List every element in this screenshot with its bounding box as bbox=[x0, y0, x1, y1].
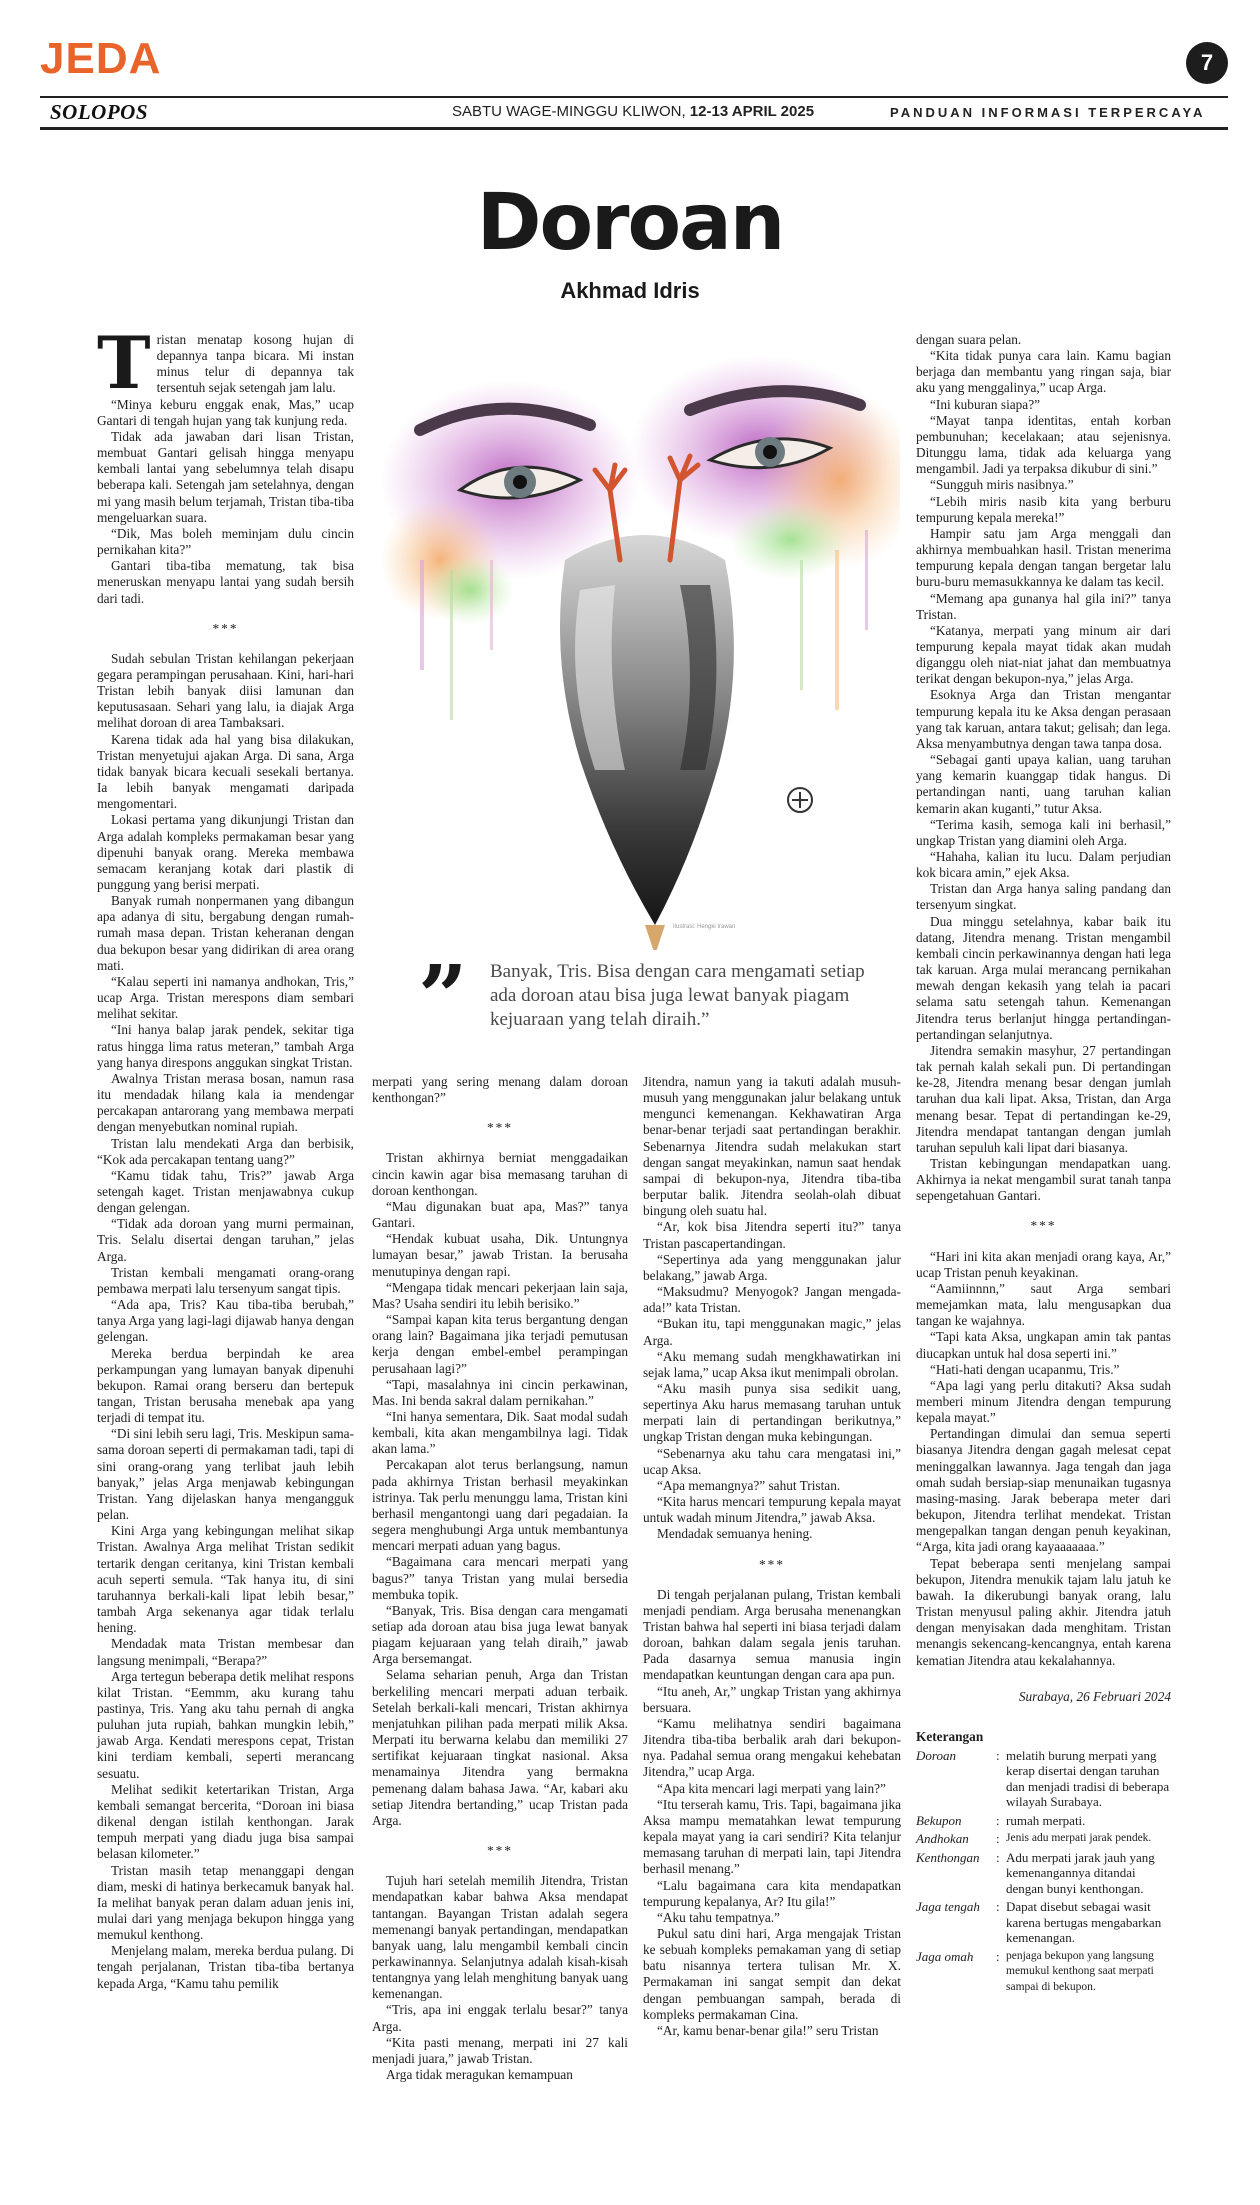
paragraph: “Tapi, masalahnya ini cincin perkawinan, Mas. Ini benda sakral dalam pernikahan.” bbox=[372, 1376, 628, 1408]
paragraph: Menjelang malam, mereka berdua pulang. Di tengah perjalanan, Tristan tiba-tiba bertanya kepada Arga, “Kamu tahu pemilik bbox=[97, 1943, 354, 1991]
glossary-row: Bekupon : rumah merpati. bbox=[916, 1813, 1171, 1829]
quote-mark-icon: ” bbox=[418, 947, 468, 1048]
paragraph bbox=[97, 320, 354, 405]
paragraph: Tidak ada jawaban dari lisan Tristan, membuat Gantari gelisah hingga menyapu kembali lantai yang sebelumnya telah disapu beberapa kali. Setengah jam setelahnya, dengan mi yang masih belum terjamah, Tristan tiba-tiba mengeluarkan suara. bbox=[97, 428, 354, 525]
drop-cap: T bbox=[97, 320, 151, 405]
paragraph: “Hendak kubuat usaha, Dik. Untungnya lumayan besar,” jawab Tristan. Ia berusaha menutupinya dengan rapi. bbox=[372, 1231, 628, 1279]
paragraph: Percakapan alot terus berlangsung, namun pada akhirnya Tristan berhasil meyakinkan istrinya. Tak perlu menunggu lama, Tristan kini berhasil mengantongi uang dari pegadaian. Ia segera menghubungi Arga untuk membantunya mencari merpati aduan yang bagus. bbox=[372, 1457, 628, 1554]
paragraph: “Itu aneh, Ar,” ungkap Tristan yang akhirnya bersuara. bbox=[643, 1683, 901, 1715]
paragraph: “Kamu melihatnya sendiri bagaimana Jitendra tiba-tiba berbalik arah dari bekupon-nya. Padahal semua orang mengakui kehebatan Jitendra,” ucap Arga. bbox=[643, 1715, 901, 1780]
section-separator: *** bbox=[212, 620, 239, 636]
section-separator: *** bbox=[487, 1843, 513, 1859]
paragraph: “Terima kasih, semoga kali ini berhasil,” ungkap Tristan yang diamini oleh Arga. bbox=[916, 816, 1171, 848]
article-title: Doroan bbox=[476, 178, 784, 268]
glossary-definition: Jenis adu merpati jarak pendek. bbox=[1006, 1832, 1152, 1845]
paragraph: Arga tertegun beberapa detik melihat respons kilat Tristan. “Eemmm, aku kurang tahu pastinya, Tris. Yang aku tahu pernah di angka puluhan juta rupiah, bahkan mungkin lebih,” jawab Arga. Kendati merespons cepat, Tristan kini terdiam kembali, seperti merancang sesuatu. bbox=[97, 1668, 354, 1781]
paragraph: Mendadak mata Tristan membesar dan langsung menimpali, “Berapa?” bbox=[97, 1636, 354, 1668]
paragraph: “Kalau seperti ini namanya andhokan, Tris,” ucap Arga. Tristan merespons diam sembari melihat sekitar. bbox=[97, 973, 354, 1022]
paragraph: “Ini kuburan siapa?” bbox=[930, 396, 1041, 412]
paragraph: “Hahaha, kalian itu lucu. Dalam perjudian kok bicara amin,” ejek Aksa. bbox=[916, 849, 1171, 881]
glossary-definition: Dapat disebut sebagai wasit karena bertugas mengabarkan kemenangan. bbox=[1006, 1899, 1162, 1946]
issue-date bbox=[452, 103, 814, 120]
paragraph: Arga tidak meragukan kemampuan bbox=[386, 2067, 573, 2083]
glossary-row: Andhokan : Jenis adu merpati jarak pendek. bbox=[916, 1831, 1171, 1847]
paragraph-text: ristan menatap kosong hujan di depannya tanpa bicara. Mi instan minus telur di depannya tak tersentuh sejak setengah jam lalu. bbox=[156, 332, 354, 396]
paragraph: “Bagaimana cara mencari merpati yang bagus?” tanya Tristan yang mulai bersedia membuka topik. bbox=[372, 1554, 628, 1602]
section-separator: *** bbox=[487, 1120, 513, 1136]
paragraph: Karena tidak ada hal yang bisa dilakukan, Tristan menyetujui ajakan Arga. Di sana, Arga tidak banyak bicara kecuali sesekali bertanya. Ia lebih banyak mengamati daripada mengomentari. bbox=[97, 731, 354, 812]
column-3 bbox=[643, 1074, 901, 2039]
paragraph: Gantari tiba-tiba mematung, tak bisa meneruskan menyapu lantai yang sudah bersih dari tadi. bbox=[97, 558, 354, 606]
glossary-row: Doroan : melatih burung merpati yang kerap disertai dengan taruhan dan menjadi tradisi di beberapa wilayah Surabaya. bbox=[916, 1747, 1170, 1810]
paragraph: “Apa kita mencari lagi merpati yang lain?” bbox=[657, 1780, 886, 1796]
paragraph: “Sepertinya ada yang menggunakan jalur belakang,” jawab Arga. bbox=[643, 1251, 901, 1283]
paragraph: Awalnya Tristan merasa bosan, namun rasa itu mendadak hilang kala ia mendengar percakapan antarorang yang membawa merpati dengan menyebutkan nominal rupiah. bbox=[97, 1070, 354, 1135]
paragraph: Selama seharian penuh, Arga dan Tristan berkeliling mencari merpati aduan terbaik. Setelah berkali-kali mencari, Tristan akhirnya menjatuhkan pilihan pada merpati milik Aksa. Merpati itu berwarna kelabu dan memiliki 27 sertifikat kejuaraan tingkat nasional. Aksa menamainya Jitendra yang bermakna pemenang dalam bahasa Jawa. “Ar, kabari aku setiap Jitendra bertanding,” ucap Tristan pada Arga. bbox=[372, 1667, 628, 1828]
paragraph: “Kita tidak punya cara lain. Kamu bagian berjaga dan membantu yang ringan saja, biar aku yang menggalinya,” ucap Arga. bbox=[916, 348, 1171, 396]
paragraph: “Tidak ada doroan yang murni permainan, Tris. Selalu disertai dengan taruhan,” jelas Arga. bbox=[97, 1216, 354, 1264]
paragraph: Tristan masih tetap menanggapi dengan diam, meski di hatinya berkecamuk banyak hal. Ia melihat banyak peran dalam aduan jenis ini, mulai dari yang menjaga bekupon hingga yang memukul kenthong. bbox=[97, 1862, 354, 1943]
illustration-credit: Ilustrasi: Hengki Irawan bbox=[673, 924, 736, 930]
paragraph: “Hari ini kita akan menjadi orang kaya, Ar,” ucap Tristan penuh keyakinan. bbox=[916, 1248, 1171, 1280]
paragraph: Tristan akhirnya berniat menggadaikan cincin kawin agar bisa memasang taruhan di doroan kenthongan. bbox=[372, 1150, 628, 1198]
issue-date-prefix: SABTU WAGE-MINGGU KLIWON, bbox=[452, 103, 686, 120]
glossary-term: Bekupon bbox=[916, 1812, 962, 1828]
section-separator: *** bbox=[759, 1556, 785, 1572]
glossary-term: Kenthongan bbox=[916, 1849, 980, 1865]
glossary-term: Doroan bbox=[916, 1747, 956, 1763]
paragraph: Jitendra, namun yang ia takuti adalah musuh-musuh yang menggunakan jalur belakang untuk menguncі kemenangan. Kekhawatiran Arga benar-benar terjadi saat pertandingan berakhir. Sebenarnya Jitendra sudah melakukan start dengan sangat meyakinkan, namun saat hendak sampai di bekupon-nya, Jitendra tiba-tiba berputar balik. Jitendra seolah-olah dibuat bingung oleh suatu hal. bbox=[643, 1074, 901, 1219]
paragraph: “Itu terserah kamu, Tris. Tapi, bagaimana jika Aksa mampu mematahkan lewat tempurung kepala mayat yang ia cari sendiri? Kita telanjur memasang taruhan di merpati lain, tapi Jitendra berhasil menang.” bbox=[643, 1796, 901, 1877]
paragraph: “Aamiinnnn,” saut Arga sembari memejamkan mata, lalu mengusapkan dua tangan ke wajahnya. bbox=[916, 1280, 1171, 1329]
paragraph: Esoknya Arga dan Tristan mengantar tempurung kepala itu ke Aksa dengan perasaan yang tak karuan, antara takut; gelisah; dan lega. Aksa menyambutnya dengan tawa tanpa dosa. bbox=[916, 687, 1171, 751]
article-author: Akhmad Idris bbox=[560, 278, 700, 303]
paragraph: “Minya keburu enggak enak, Mas,” ucap Gantari di tengah hujan yang tak kunjung reda. bbox=[97, 396, 354, 428]
paragraph: “Bukan itu, tapi menggunakan magic,” jelas Arga. bbox=[643, 1316, 901, 1348]
column-2 bbox=[372, 1074, 628, 2083]
paragraph: Melihat sedikit ketertarikan Tristan, Arga kembali semangat bercerita, “Doroan ini biasa dikenal dengan istilah kenthongan. Jarak tempuh merpati yang diadu juga bisa sampai belasan kilometer.” bbox=[97, 1781, 354, 1862]
paragraph: Tristan dan Arga hanya saling pandang dan tersenyum singkat. bbox=[916, 881, 1171, 913]
paragraph: Mendadak semuanya hening. bbox=[657, 1526, 813, 1542]
paragraph: Banyak rumah nonpermanen yang dibangun apa adanya di situ, bergabung dengan rumah-rumah masa depan. Tristan keheranan dengan dua bekupon besar yang didirikan di area orang mati. bbox=[97, 893, 354, 973]
paragraph: “Kamu tidak tahu, Tris?” jawab Arga setengah kaget. Tristan menjawabnya cukup dengan gelengan. bbox=[97, 1167, 354, 1216]
page-number-badge: 7 bbox=[1186, 42, 1228, 84]
column-1 bbox=[97, 320, 354, 1992]
paragraph: “Sebagai ganti upaya kalian, uang taruhan yang kemarin kuanggap tidak hangus. Di pertandingan nanti, uang taruhan kalian kemarin akan kuganti,” tutur Aksa. bbox=[916, 752, 1171, 816]
glossary-term: Jaga omah bbox=[916, 1948, 974, 1964]
paragraph: Lokasi pertama yang dikunjungi Tristan dan Arga adalah kompleks permakaman besar yang dipenuhi banyak orang. Mereka membawa semacam keranjang kotak dari plastik di punggung yang berisi merpati. bbox=[97, 812, 354, 892]
header-rule-top bbox=[40, 96, 1228, 98]
paragraph: “Dik, Mas boleh meminjam dulu cincin pernikahan kita?” bbox=[97, 525, 354, 558]
paragraph: “Maksudmu? Menyogok? Jangan mengada-ada!” kata Tristan. bbox=[643, 1284, 901, 1316]
paragraph: Tepat beberapa senti menjelang sampai bekupon, Jitendra menukik tajam lalu jatuh ke bawah. Ia dikerubungi banyak orang, lalu Tristan menyusul paling akhir. Jitendra jatuh dengan menyisakan dada menghitam. Tristan menangis sekencang-kencangnya, entah karena kematian Jitendra atau kekalahannya. bbox=[916, 1555, 1171, 1668]
paragraph: “Katanya, merpati yang minum air dari tempurung kepala mayat tidak akan mudah diganggu oleh niat-niat jahat dan membuatnya terikat dengan bekupon-nya,” jelas Arga. bbox=[916, 622, 1171, 687]
paragraph: “Apa lagi yang perlu ditakuti? Aksa sudah memberi minum Jitendra dengan tempurung kepala mayat.” bbox=[916, 1377, 1171, 1426]
paragraph: Mereka berdua berpindah ke area perkampungan yang lumayan banyak dipenuhi bekupon. Ramai orang berseru dan bertepuk tangan, Tristan berusaha menebak apa yang terjadi di tempat itu. bbox=[97, 1345, 354, 1426]
paragraph: Jitendra semakin masyhur, 27 pertandingan tak pernah kalah sekali pun. Di pertandingan ke-28, Jitendra menang besar dengan jumlah taruhan dua kali lipat. Aksa, Tristan, dan Arga menang besar. Tepat di pertandingan ke-29, Jitendra mendapat tantangan dengan jumlah taruhan sepuluh kali lipat dari biasanya. bbox=[916, 1042, 1171, 1155]
paragraph: “Aku tahu tempatnya.” bbox=[657, 1909, 780, 1925]
paragraph: “Sebenarnya aku tahu cara mengatasi ini,” ucap Aksa. bbox=[643, 1445, 901, 1477]
paragraph: “Ar, kamu benar-benar gila!” seru Tristan bbox=[657, 2022, 879, 2038]
glossary-row: Jaga omah : penjaga bekupon yang langsung memukul kenthong saat merpati sampai di bekupon. bbox=[916, 1949, 1171, 1996]
paragraph: “Hati-hati dengan ucapanmu, Tris.” bbox=[930, 1361, 1120, 1377]
tagline: PANDUAN INFORMASI TERPERCAYA bbox=[890, 105, 1206, 120]
sign-off: Surabaya, 26 Februari 2024 bbox=[1018, 1688, 1171, 1704]
paragraph: “Aku masih punya sisa sedikit uang, sepertinya Aku harus memasang taruhan untuk merpati lain di pertandingan berikutnya,” ungkap Tristan dengan muka kebingungan. bbox=[643, 1380, 901, 1445]
glossary-definition: penjaga bekupon yang langsung memukul kenthong saat merpati sampai di bekupon. bbox=[1006, 1949, 1154, 1993]
paragraph: dengan suara pelan. bbox=[916, 332, 1022, 347]
paragraph: “Mau digunakan buat apa, Mas?” tanya Gantari. bbox=[372, 1198, 628, 1231]
glossary-definition: melatih burung merpati yang kerap disertai dengan taruhan dan menjadi tradisi di beberapa wilayah Surabaya. bbox=[1006, 1747, 1170, 1810]
paragraph: Sudah sebulan Tristan kehilangan pekerjaan gegara perampingan perusahaan. Kini, hari-hari Tristan lebih banyak diisi lamunan dan keputusasaan. Sehari yang lalu, ia diajak Arga melihat doroan di area Tambaksari. bbox=[97, 650, 354, 731]
column-4 bbox=[916, 332, 1171, 1995]
paragraph: “Mayat tanpa identitas, entah korban pembunuhan; kecelakaan; atau sejenisnya. Ditunggu lama, tidak ada keluarga yang mengambil. Jadi ya terpaksa dikubur di sini.” bbox=[916, 412, 1171, 477]
paragraph: “Mengapa tidak mencari pekerjaan lain saja, Mas? Usaha sendiri itu lebih berisiko.” bbox=[372, 1279, 628, 1311]
section-separator: *** bbox=[1030, 1218, 1057, 1234]
paragraph: “Ada apa, Tris? Kau tiba-tiba berubah,” tanya Arga yang lagi-lagi dijawab hanya dengan gelengan. bbox=[97, 1297, 354, 1345]
paragraph: Hampir satu jam Arga menggali dan akhirnya membuahkan hasil. Tristan menerima tempurung kepala dengan tangan bergetar lalu buru-buru memasukkannya ke dalam tas kecil. bbox=[916, 525, 1171, 590]
paragraph: Dua minggu setelahnya, kabar baik itu datang, Jitendra menang. Tristan mengambil kembali cincin perkawinannya dengan hati lega tak karuan. Arga mulai merancang pernikahan mewah dengan kekasih yang telah ia pacari selama satu setengah tahun. Kemenangan Jitendra terus berlanjut hingga pertandingan-pertandingan selanjutnya. bbox=[916, 913, 1171, 1042]
paragraph: “Sungguh miris nasibnya.” bbox=[930, 477, 1074, 493]
issue-date-bold: 12-13 APRIL 2025 bbox=[689, 103, 815, 120]
paragraph: “Banyak, Tris. Bisa dengan cara mengamati setiap ada doroan atau bisa juga lewat banyak piagam kejuaraan yang telah diraih,” jawab Arga bersemangat. bbox=[372, 1602, 628, 1667]
paragraph: Kini Arga yang kebingungan melihat sikap Tristan. Awalnya Arga melihat Tristan sedikit tertarik dengan ceritanya, kini Tristan kembali acuh seperti semula. “Tak hanya itu, di sini taruhannya berkali-kali lipat lebih besar,” tambah Arga sekenanya agar tidak terlalu hening. bbox=[97, 1523, 354, 1636]
masthead-logo: SOLOPOS bbox=[50, 100, 149, 124]
paragraph: “Tapi kata Aksa, ungkapan amin tak pantas diucapkan untuk hal dosa seperti ini.” bbox=[916, 1329, 1171, 1361]
paragraph: “Memang apa gunanya hal gila ini?” tanya Tristan. bbox=[916, 590, 1171, 622]
paragraph: “Aku memang sudah mengkhawatirkan ini sejak lama,” ucap Aksa ikut menimpali obrolan. bbox=[643, 1348, 901, 1380]
glossary-definition: rumah merpati. bbox=[1006, 1812, 1086, 1828]
section-label: JEDA bbox=[40, 34, 162, 83]
paragraph: “Sampai kapan kita terus bergantung dengan orang lain? Bagaimana jika terjadi pemutusan kerja dengan embel-embel perampingan perusahaan lagi?” bbox=[372, 1312, 628, 1376]
paragraph: Tristan lalu mendekati Arga dan berbisik, “Kok ada percakapan tentang uang?” bbox=[97, 1135, 354, 1167]
paragraph: “Apa memangnya?” sahut Tristan. bbox=[657, 1477, 841, 1493]
paragraph: “Kita harus mencari tempurung kepala mayat untuk wadah minum Jitendra,” jawab Aksa. bbox=[643, 1494, 901, 1526]
paragraph: merpati yang sering menang dalam doroan kenthongan?” bbox=[372, 1074, 628, 1106]
paragraph: “Di sini lebih seru lagi, Tris. Meskipun sama-sama doroan seperti di permakaman tadi, tapi di sini orang-orang yang terlibat jauh lebih banyak,” jelas Arga menjawab kebingungan Tristan. Yang dijelaskan hanya mengangguk pelan. bbox=[97, 1426, 354, 1523]
header-rule-bottom bbox=[40, 127, 1228, 130]
glossary-term: Andhokan bbox=[916, 1831, 969, 1847]
paragraph: “Lalu bagaimana cara kita mendapatkan tempurung kepalanya, Ar? Itu gila!” bbox=[643, 1877, 901, 1909]
paragraph: “Kita pasti menang, merpati ini 27 kali menjadi juara,” jawab Tristan. bbox=[372, 2034, 628, 2066]
glossary-term: Jaga tengah bbox=[916, 1899, 980, 1915]
paragraph: “Tris, apa ini enggak terlalu besar?” tanya Arga. bbox=[372, 2002, 628, 2034]
paragraph: “Ar, kok bisa Jitendra seperti itu?” tanya Tristan pascapertandingan. bbox=[643, 1219, 901, 1251]
paragraph: Di tengah perjalanan pulang, Tristan kembali menjadi pendiam. Arga berusaha menenangkan Tristan bahwa hal seperti ini biasa terjadi dalam doroan, bahkan dalam segala jenis taruhan. Pada dasarnya semua manusia ingin mendapatkan keuntungan dengan cara apa pun. bbox=[643, 1586, 901, 1683]
paragraph: Tristan kebingungan mendapatkan uang. Akhirnya ia nekat mengambil surat tanah tanpa sepengetahuan Gantari. bbox=[916, 1155, 1171, 1204]
glossary-title: Keterangan bbox=[916, 1728, 984, 1744]
glossary-definition: Adu merpati jarak jauh yang kemenangannya ditandai dengan bunyi kenthongan. bbox=[1006, 1849, 1155, 1896]
illustration-bird-eyes bbox=[380, 330, 900, 950]
paragraph: Pukul satu dini hari, Arga mengajak Tristan ke sebuah kompleks pemakaman yang di setiap batu nisannya tertera tulisan Mr. X. Permakaman ini sangat sempit dan dekat dengan pembuangan sampah, berada di kompleks permakaman Cina. bbox=[643, 1925, 901, 2022]
paragraph: “Ini hanya sementara, Dik. Saat modal sudah kembali, kita akan mengambilnya lagi. Tidak akan lama.” bbox=[372, 1408, 628, 1457]
pull-quote: Banyak, Tris. Bisa dengan cara mengamati setiap ada doroan atau bisa juga lewat banyak piagam kejuaraan yang telah diraih.” bbox=[490, 961, 865, 1030]
paragraph: Pertandingan dimulai dan semua seperti biasanya Jitendra dengan gagah melesat cepat meninggalkan lawannya. Jaga tengah dan jaga omah sudah bersiap-siap menunaikan tugasnya masing-masing. Jarak beberapa meter dari bekupon, Jitendra terlihat mendekat. Tristan mengepalkan tangan dengan penuh keyakinan, “Arga, kita jadi orang kayaaaaaaa.” bbox=[916, 1426, 1171, 1555]
paragraph: “Ini hanya balap jarak pendek, sekitar tiga ratus hingga lima ratus meteran,” tambah Arga yang hanya direspons anggukan singkat Tristan. bbox=[97, 1022, 354, 1070]
glossary-row: Jaga tengah : Dapat disebut sebagai wasit karena bertugas mengabarkan kemenangan. bbox=[916, 1899, 1171, 1946]
paragraph: “Lebih miris nasib kita yang berburu tempurung kepala mereka!” bbox=[916, 493, 1171, 525]
glossary-row: Kenthongan : Adu merpati jarak jauh yang kemenangannya ditandai dengan bunyi kenthongan. bbox=[916, 1850, 1171, 1897]
paragraph: Tujuh hari setelah memilih Jitendra, Tristan mendapatkan kabar bahwa Aksa mendapat tantangan. Bayangan Tristan adalah segera memenangi banyak pertandingan, mendapatkan banyak uang, lalu mengambil kembali cincin perkawinannya. Selanjutnya adalah kisah-kisah tentangnya yang lelah menghitung banyak uang kemenangan. bbox=[372, 1873, 628, 2002]
paragraph: Tristan kembali mengamati orang-orang pembawa merpati lalu tersenyum sangat tipis. bbox=[97, 1264, 354, 1296]
